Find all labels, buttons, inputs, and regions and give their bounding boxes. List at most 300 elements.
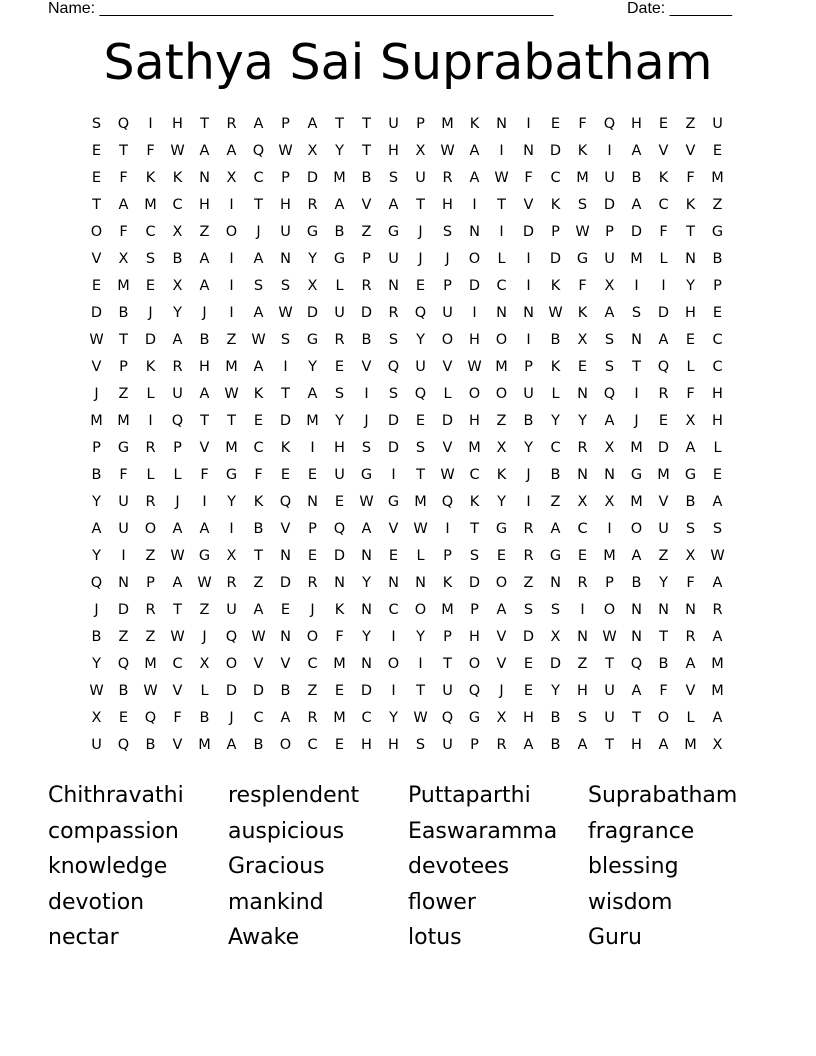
grid-cell: C [361, 710, 372, 726]
grid-cell: Z [145, 548, 156, 564]
grid-cell: I [148, 413, 153, 429]
grid-cell: B [550, 737, 561, 753]
grid-cell: G [225, 467, 238, 483]
grid-cell: A [631, 143, 642, 159]
grid-cell: D [468, 575, 481, 591]
grid-cell: O [414, 602, 427, 618]
grid-cell: X [415, 143, 426, 159]
grid-cell: T [416, 197, 425, 213]
grid-cell: V [658, 494, 669, 510]
grid-cell: I [229, 197, 234, 213]
grid-cell: I [526, 278, 531, 294]
grid-cell: F [686, 386, 695, 402]
grid-cell: Y [308, 359, 317, 375]
grid-cell: P [119, 359, 128, 375]
grid-cell: C [172, 197, 183, 213]
grid-cell: U [604, 170, 615, 186]
grid-cell: W [359, 494, 374, 510]
grid-cell: C [550, 440, 561, 456]
grid-cell: A [199, 143, 210, 159]
grid-cell: J [364, 413, 369, 429]
grid-cell: S [415, 737, 426, 753]
grid-cell: B [118, 305, 129, 321]
grid-cell: Z [307, 683, 318, 699]
grid-cell: C [496, 278, 507, 294]
grid-cell: K [280, 440, 291, 456]
word-bank-item: Puttaparthi [408, 783, 531, 808]
grid-cell: N [496, 116, 507, 132]
grid-cell: M [657, 467, 670, 483]
grid-cell: T [335, 116, 344, 132]
grid-cell: X [604, 278, 615, 294]
word-bank-item: resplendent [228, 783, 360, 808]
word-bank-item: Gracious [228, 854, 325, 879]
grid-cell: Y [686, 278, 695, 294]
grid-cell: H [388, 737, 399, 753]
grid-cell: W [602, 629, 617, 645]
grid-cell: W [710, 548, 725, 564]
grid-cell: Z [145, 629, 156, 645]
grid-cell: T [605, 737, 614, 753]
grid-cell: E [334, 359, 345, 375]
grid-cell: A [712, 575, 723, 591]
grid-cell: K [550, 278, 561, 294]
grid-cell: I [229, 305, 234, 321]
grid-cell: W [170, 629, 185, 645]
grid-cell: S [388, 332, 399, 348]
grid-cell: Y [659, 575, 668, 591]
grid-cell: M [441, 602, 454, 618]
grid-cell: E [712, 467, 723, 483]
grid-cell: A [253, 251, 264, 267]
grid-cell: U [91, 737, 102, 753]
grid-cell: O [468, 386, 481, 402]
grid-cell: Y [92, 494, 101, 510]
grid-cell: B [631, 170, 642, 186]
grid-cell: T [254, 548, 263, 564]
grid-cell: Q [252, 143, 265, 159]
grid-cell: M [603, 548, 616, 564]
grid-cell: N [469, 224, 480, 240]
grid-cell: Y [227, 494, 236, 510]
grid-cell: V [172, 683, 183, 699]
grid-cell: S [604, 332, 615, 348]
grid-cell: R [577, 575, 588, 591]
grid-cell: N [658, 602, 669, 618]
grid-cell: Q [225, 629, 238, 645]
grid-cell: U [226, 602, 237, 618]
grid-cell: X [226, 170, 237, 186]
grid-cell: F [119, 224, 128, 240]
grid-cell: X [226, 548, 237, 564]
grid-cell: J [148, 305, 153, 321]
grid-cell: F [524, 170, 533, 186]
grid-cell: R [442, 170, 453, 186]
grid-cell: M [711, 656, 724, 672]
grid-cell: S [388, 386, 399, 402]
grid-cell: N [685, 251, 696, 267]
grid-cell: Y [551, 413, 560, 429]
grid-cell: I [526, 251, 531, 267]
grid-cell: D [225, 683, 238, 699]
grid-cell: X [577, 332, 588, 348]
grid-cell: C [253, 170, 264, 186]
grid-cell: Q [603, 386, 616, 402]
grid-cell: W [467, 359, 482, 375]
grid-cell: H [631, 116, 642, 132]
grid-cell: V [658, 143, 669, 159]
grid-cell: M [630, 251, 643, 267]
grid-cell: M [576, 170, 589, 186]
grid-cell: I [121, 548, 126, 564]
grid-cell: A [334, 197, 345, 213]
grid-cell: M [225, 440, 238, 456]
grid-cell: U [442, 683, 453, 699]
grid-cell: Q [441, 710, 454, 726]
grid-cell: V [388, 521, 399, 537]
grid-cell: M [495, 359, 508, 375]
grid-cell: G [306, 332, 319, 348]
grid-cell: G [549, 548, 562, 564]
grid-cell: M [144, 656, 157, 672]
word-bank-item: lotus [408, 925, 462, 950]
grid-cell: E [334, 683, 345, 699]
grid-cell: H [334, 440, 345, 456]
grid-cell: V [685, 683, 696, 699]
grid-cell: N [415, 575, 426, 591]
grid-cell: K [550, 359, 561, 375]
grid-cell: A [253, 359, 264, 375]
grid-cell: Q [414, 305, 427, 321]
grid-cell: H [469, 332, 480, 348]
word-bank-item: auspicious [228, 818, 345, 844]
grid-cell: Q [117, 737, 130, 753]
word-bank-item: knowledge [48, 854, 168, 879]
grid-cell: I [472, 197, 477, 213]
grid-cell: N [334, 575, 345, 591]
grid-cell: O [495, 332, 508, 348]
grid-cell: V [361, 197, 372, 213]
grid-cell: X [604, 494, 615, 510]
grid-cell: G [198, 548, 211, 564]
grid-cell: T [362, 143, 371, 159]
grid-cell: O [225, 656, 238, 672]
grid-cell: N [280, 548, 291, 564]
grid-cell: S [91, 116, 102, 132]
grid-cell: Z [199, 602, 210, 618]
grid-cell: J [202, 629, 207, 645]
grid-cell: S [685, 521, 696, 537]
grid-cell: Q [333, 521, 346, 537]
grid-cell: X [550, 629, 561, 645]
grid-cell: A [712, 494, 723, 510]
grid-cell: H [469, 413, 480, 429]
grid-cell: V [442, 440, 453, 456]
grid-cell: U [658, 521, 669, 537]
grid-cell: F [254, 467, 263, 483]
grid-cell: O [630, 521, 643, 537]
grid-cell: I [634, 386, 639, 402]
grid-cell: T [686, 224, 695, 240]
grid-cell: X [685, 413, 696, 429]
grid-cell: G [117, 440, 130, 456]
grid-cell: V [280, 656, 291, 672]
grid-cell: R [685, 629, 696, 645]
grid-cell: C [712, 359, 723, 375]
grid-cell: I [364, 386, 369, 402]
grid-cell: F [659, 683, 668, 699]
grid-cell: A [658, 332, 669, 348]
grid-cell: B [523, 413, 534, 429]
grid-cell: I [445, 521, 450, 537]
grid-cell: F [686, 575, 695, 591]
grid-cell: N [523, 305, 534, 321]
grid-cell: I [310, 440, 315, 456]
grid-cell: T [173, 602, 182, 618]
grid-cell: R [145, 602, 156, 618]
date-field-label: Date: _______ [627, 0, 732, 17]
grid-cell: R [172, 359, 183, 375]
grid-cell: A [631, 683, 642, 699]
word-bank-item: flower [408, 889, 476, 915]
grid-cell: O [468, 251, 481, 267]
grid-cell: A [199, 251, 210, 267]
grid-cell: B [253, 521, 264, 537]
grid-cell: D [522, 629, 535, 645]
grid-cell: E [577, 359, 588, 375]
grid-cell: S [280, 278, 291, 294]
grid-cell: C [307, 656, 318, 672]
grid-cell: X [604, 440, 615, 456]
grid-cell: R [307, 197, 318, 213]
grid-cell: C [307, 737, 318, 753]
grid-cell: N [577, 467, 588, 483]
grid-cell: Y [362, 575, 371, 591]
grid-cell: O [495, 575, 508, 591]
grid-cell: W [575, 224, 590, 240]
grid-cell: I [499, 224, 504, 240]
grid-cell: E [577, 548, 588, 564]
grid-cell: O [90, 224, 103, 240]
grid-cell: V [361, 359, 372, 375]
grid-cell: T [92, 197, 101, 213]
grid-cell: G [630, 467, 643, 483]
grid-cell: T [632, 359, 641, 375]
word-bank-item: wisdom [588, 889, 673, 915]
grid-cell: O [306, 629, 319, 645]
grid-cell: C [388, 602, 399, 618]
grid-cell: N [307, 494, 318, 510]
grid-cell: T [254, 197, 263, 213]
grid-cell: B [91, 467, 102, 483]
word-bank-item: devotees [408, 854, 510, 879]
grid-cell: W [170, 548, 185, 564]
grid-cell: F [200, 467, 209, 483]
grid-cell: S [550, 602, 561, 618]
grid-cell: A [631, 197, 642, 213]
grid-cell: O [657, 710, 670, 726]
grid-cell: I [202, 494, 207, 510]
grid-cell: Z [118, 629, 129, 645]
grid-cell: A [712, 710, 723, 726]
grid-cell: R [334, 332, 345, 348]
grid-cell: S [631, 305, 642, 321]
grid-cell: A [604, 413, 615, 429]
grid-cell: K [550, 197, 561, 213]
grid-cell: I [283, 359, 288, 375]
grid-cell: S [577, 710, 588, 726]
grid-cell: L [497, 251, 506, 267]
grid-cell: D [468, 278, 481, 294]
grid-cell: V [280, 521, 291, 537]
grid-cell: W [440, 467, 455, 483]
grid-cell: H [631, 737, 642, 753]
grid-cell: E [496, 548, 507, 564]
grid-cell: X [172, 224, 183, 240]
grid-cell: J [94, 602, 99, 618]
grid-cell: K [496, 467, 507, 483]
grid-cell: G [711, 224, 724, 240]
grid-cell: V [91, 359, 102, 375]
grid-cell: S [469, 548, 480, 564]
grid-cell: L [146, 386, 155, 402]
grid-cell: N [118, 575, 129, 591]
grid-cell: D [306, 170, 319, 186]
grid-cell: S [415, 440, 426, 456]
grid-cell: K [469, 494, 480, 510]
grid-cell: Y [335, 143, 344, 159]
grid-cell: V [496, 629, 507, 645]
grid-cell: Z [118, 386, 129, 402]
grid-cell: V [442, 359, 453, 375]
grid-cell: X [496, 710, 507, 726]
grid-cell: P [443, 548, 452, 564]
grid-cell: A [631, 548, 642, 564]
grid-cell: D [549, 656, 562, 672]
grid-cell: B [118, 683, 129, 699]
grid-cell: F [119, 170, 128, 186]
grid-cell: O [441, 332, 454, 348]
grid-cell: T [227, 413, 236, 429]
grid-cell: U [388, 251, 399, 267]
grid-cell: D [630, 224, 643, 240]
grid-cell: M [306, 413, 319, 429]
grid-cell: G [333, 251, 346, 267]
grid-cell: X [172, 278, 183, 294]
grid-cell: J [418, 251, 423, 267]
grid-cell: I [499, 143, 504, 159]
grid-cell: D [90, 305, 103, 321]
grid-cell: K [469, 116, 480, 132]
grid-cell: P [551, 224, 560, 240]
grid-cell: J [418, 224, 423, 240]
grid-cell: U [442, 737, 453, 753]
grid-cell: U [604, 683, 615, 699]
grid-cell: J [94, 386, 99, 402]
grid-cell: Z [226, 332, 237, 348]
grid-cell: C [550, 170, 561, 186]
grid-cell: Y [524, 440, 533, 456]
grid-cell: G [468, 710, 481, 726]
grid-cell: X [307, 143, 318, 159]
grid-cell: N [523, 143, 534, 159]
word-bank-item: blessing [588, 854, 679, 879]
grid-cell: V [496, 656, 507, 672]
grid-cell: B [658, 656, 669, 672]
grid-cell: A [523, 737, 534, 753]
grid-cell: J [202, 305, 207, 321]
grid-cell: E [388, 548, 399, 564]
grid-cell: H [388, 143, 399, 159]
grid-cell: Q [441, 494, 454, 510]
grid-cell: N [280, 251, 291, 267]
grid-cell: G [387, 494, 400, 510]
grid-cell: D [387, 413, 400, 429]
grid-cell: A [253, 116, 264, 132]
grid-cell: T [362, 116, 371, 132]
grid-cell: M [630, 494, 643, 510]
grid-cell: D [279, 575, 292, 591]
grid-cell: A [712, 629, 723, 645]
grid-cell: X [496, 440, 507, 456]
grid-cell: A [307, 116, 318, 132]
grid-cell: E [685, 332, 696, 348]
grid-cell: O [468, 656, 481, 672]
grid-cell: S [577, 197, 588, 213]
grid-cell: E [334, 737, 345, 753]
grid-cell: T [416, 467, 425, 483]
grid-cell: N [604, 467, 615, 483]
grid-cell: T [119, 332, 128, 348]
grid-cell: R [523, 521, 534, 537]
grid-cell: Y [92, 656, 101, 672]
grid-cell: Z [496, 413, 507, 429]
grid-cell: W [278, 143, 293, 159]
grid-cell: A [604, 305, 615, 321]
grid-cell: U [712, 116, 723, 132]
grid-cell: E [415, 413, 426, 429]
grid-cell: P [92, 440, 101, 456]
grid-cell: A [577, 737, 588, 753]
grid-cell: S [334, 386, 345, 402]
grid-cell: H [172, 116, 183, 132]
grid-cell: Z [577, 656, 588, 672]
grid-cell: U [415, 359, 426, 375]
grid-cell: C [145, 224, 156, 240]
grid-cell: C [658, 197, 669, 213]
grid-cell: A [280, 710, 291, 726]
word-bank-item: Guru [588, 925, 642, 950]
grid-cell: N [631, 629, 642, 645]
grid-cell: I [526, 332, 531, 348]
grid-cell: A [199, 521, 210, 537]
grid-cell: Q [171, 413, 184, 429]
grid-cell: E [253, 413, 264, 429]
grid-cell: N [361, 548, 372, 564]
grid-cell: X [307, 278, 318, 294]
grid-cell: S [388, 170, 399, 186]
grid-cell: U [118, 494, 129, 510]
grid-cell: U [442, 305, 453, 321]
grid-cell: N [361, 602, 372, 618]
grid-cell: U [604, 251, 615, 267]
grid-cell: R [388, 305, 399, 321]
grid-cell: M [198, 737, 211, 753]
grid-cell: O [225, 224, 238, 240]
grid-cell: S [280, 332, 291, 348]
grid-cell: U [388, 116, 399, 132]
grid-cell: J [634, 413, 639, 429]
